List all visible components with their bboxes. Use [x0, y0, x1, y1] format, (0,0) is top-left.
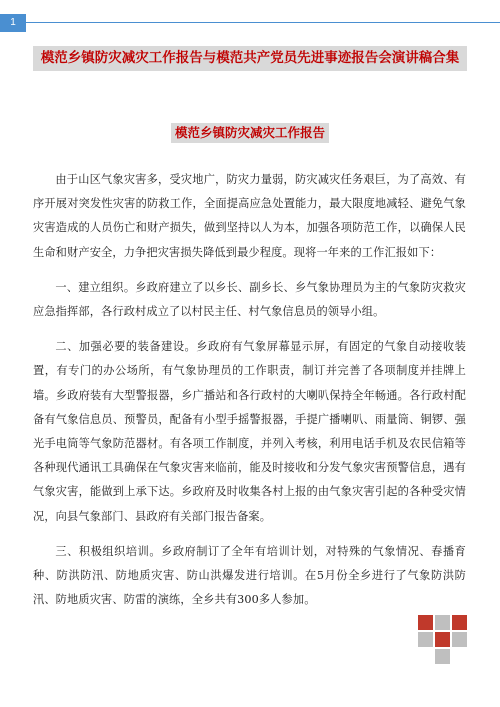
header-rule: [26, 22, 500, 23]
report-body: [33, 168, 466, 623]
deco-square: [435, 615, 450, 630]
paragraph-equipment: 二、加强必要的装备建设。乡政府有气象屏幕显示屏，有固定的气象自动接收装置，有专门的办公场所，有气象协理员的工作职责，制订并完善了各项制度并挂牌上墙。乡政府装有大型警报器，乡广播站和各行政村的大喇叭保持全年畅通。各行政村配备有气象信息员、预警员，配备有小型手摇警报器，手提广播喇叭、雨量筒、铜锣、强光手电筒等气象防范器材。有各项工作制度，并列入考核，利用电话手机及农民信箱等各种现代通讯工具确保在气象灾害来临前，能及时接收和分发气象灾害预警信息，遇有气象灾害，能做到上承下达。乡政府及时收集各村上报的由气象灾害引起的各种受灾情况，向县气象部门、县政府有关部门报告备案。: [33, 340, 466, 523]
page-number-badge: 1: [0, 14, 26, 32]
paragraph-training: 三、积极组织培训。乡政府制订了全年有培训计划，对特殊的气象情况、春播育种、防洪防汛、防地质灾害、防山洪爆发进行培训。在5月份全乡进行了气象防洪防汛、防地质灾害、防雷的演练，全乡共有300多人参加。: [33, 544, 466, 607]
paragraph-organization: 一、建立组织。乡政府建立了以乡长、副乡长、乡气象协理员为主的气象防灾救灾应急指挥部，各行政村成立了以村民主任、村气象信息员的领导小组。: [33, 280, 466, 319]
section-title: 模范乡镇防灾减灾工作报告: [171, 123, 329, 143]
deco-square: [418, 615, 433, 630]
deco-square: [452, 615, 467, 630]
deco-square: [452, 632, 467, 647]
deco-square: [435, 649, 450, 664]
deco-square: [418, 632, 433, 647]
section-title-wrap: [0, 122, 500, 143]
decorative-squares-icon: [418, 615, 468, 665]
paragraph-intro: 由于山区气象灾害多，受灾地广，防灾力量弱，防灾减灾任务艰巨，为了高效、有序开展对突发性灾害的防救工作，全面提高应急处置能力，最大限度地减轻、避免气象灾害造成的人员伤亡和财产损失，做到坚持以人为本，加强各项防范工作，以确保人民生命和财产安全，力争把灾害损失降低到最少程度。现将一年来的工作汇报如下：: [33, 173, 466, 259]
deco-square: [435, 632, 450, 647]
document-title: 模范乡镇防灾减灾工作报告与模范共产党员先进事迹报告会演讲稿合集: [33, 46, 467, 71]
